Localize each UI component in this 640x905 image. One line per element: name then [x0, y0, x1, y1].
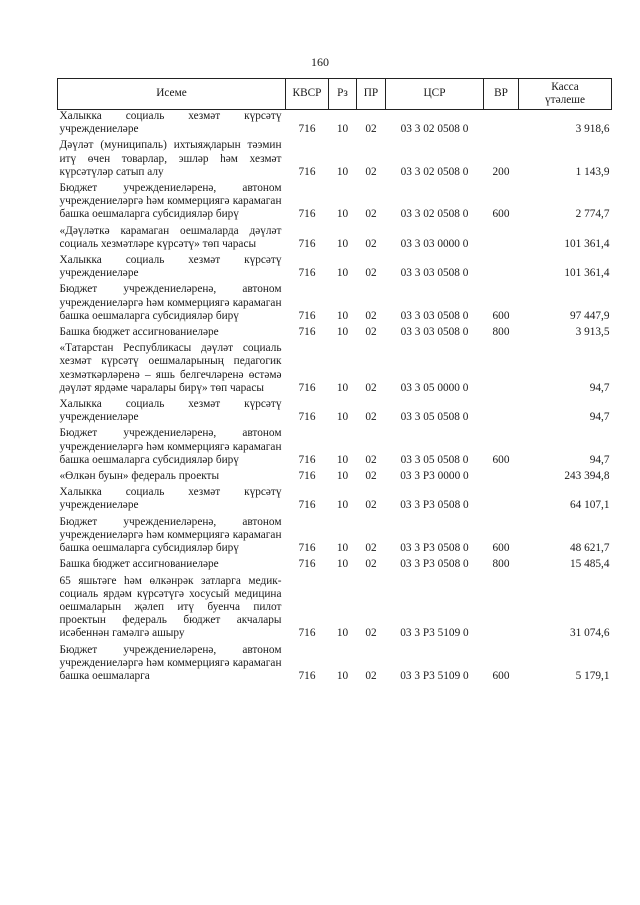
row-sum: 243 394,8 — [564, 470, 610, 483]
table-row — [58, 179, 612, 222]
row-sum: 101 361,4 — [564, 267, 610, 280]
row-sum: 3 913,5 — [575, 326, 610, 339]
row-kvsr: 716 — [298, 627, 316, 640]
table-row — [58, 222, 612, 251]
row-vr — [484, 222, 519, 251]
row-kvsr: 716 — [298, 470, 316, 483]
row-rz: 10 — [336, 669, 349, 682]
row-rz: 10 — [336, 411, 349, 424]
row-kvsr: 716 — [298, 669, 316, 682]
row-rz: 10 — [336, 558, 349, 571]
row-vr: 600 — [492, 309, 510, 322]
row-csr: 03 3 05 0000 0 — [400, 381, 469, 394]
row-kvsr: 716 — [298, 558, 316, 571]
header-vr: ВР — [484, 79, 519, 110]
row-rz: 10 — [336, 542, 349, 555]
row-name: Халыкка социаль хезмәт күрсәтү учреждениеләре — [59, 110, 282, 136]
row-pr: 02 — [365, 165, 377, 178]
row-vr: 600 — [492, 669, 510, 682]
row-rz: 10 — [336, 381, 349, 394]
row-vr — [484, 572, 519, 641]
row-kvsr: 716 — [298, 165, 316, 178]
row-kvsr: 716 — [298, 542, 316, 555]
row-pr: 02 — [365, 123, 377, 136]
row-sum: 97 447,9 — [569, 309, 610, 322]
row-pr: 02 — [365, 542, 377, 555]
table-row — [58, 110, 612, 137]
row-vr: 600 — [492, 542, 510, 555]
row-kvsr: 716 — [298, 453, 316, 466]
page-number: 160 — [311, 55, 329, 69]
row-sum: 101 361,4 — [564, 237, 610, 250]
row-csr: 03 3 P3 0000 0 — [400, 470, 469, 483]
row-rz: 10 — [336, 208, 349, 221]
row-pr: 02 — [365, 669, 377, 682]
row-pr: 02 — [365, 470, 377, 483]
row-vr — [484, 339, 519, 395]
budget-table — [57, 78, 612, 683]
row-vr: 800 — [492, 558, 510, 571]
row-name: Бюджет учреждениеләренә, автоном учреждениеләргә һәм коммерциягә карамаган башка оешмаларга субсидияләр бирү — [59, 515, 282, 555]
row-pr: 02 — [365, 309, 377, 322]
row-pr: 02 — [365, 267, 377, 280]
row-csr: 03 3 02 0508 0 — [400, 123, 469, 136]
row-rz: 10 — [336, 165, 349, 178]
header-sum — [519, 79, 612, 110]
row-rz: 10 — [336, 470, 349, 483]
row-csr: 03 3 03 0508 0 — [400, 309, 469, 322]
row-name: «Дәүләткә карамаган оешмаларда дәүләт социаль хезмәтләре күрсәтү» төп чарасы — [59, 224, 282, 250]
row-vr: 200 — [492, 165, 510, 178]
header-name: Исеме — [58, 79, 286, 110]
table-row — [58, 641, 612, 684]
header-pr: ПР — [357, 79, 386, 110]
row-csr: 03 3 P3 0508 0 — [400, 542, 469, 555]
row-name: Халыкка социаль хезмәт күрсәтү учреждениеләре — [59, 486, 282, 512]
row-name: Халыкка социаль хезмәт күрсәтү учреждениеләре — [59, 254, 282, 280]
row-vr — [484, 110, 519, 137]
row-name: Бюджет учреждениеләренә, автоном учреждениеләргә һәм коммерциягә карамаган башка оешмаларга субсидияләр бирү — [59, 283, 282, 322]
row-name: Башка бюджет ассигнованиеләре — [59, 326, 219, 339]
row-pr: 02 — [365, 558, 377, 571]
table-row — [58, 251, 612, 280]
row-kvsr: 716 — [298, 123, 316, 136]
table-row — [58, 424, 612, 467]
row-sum: 5 179,1 — [575, 669, 610, 682]
header-kvsr: КВСР — [286, 79, 329, 110]
table-row — [58, 483, 612, 512]
row-name: Бюджет учреждениеләренә, автоном учреждениеләргә һәм коммерциягә карамаган башка оешмаларга — [59, 643, 282, 682]
table-row — [58, 323, 612, 339]
row-pr: 02 — [365, 208, 377, 221]
table-row — [58, 467, 612, 483]
row-pr: 02 — [365, 381, 377, 394]
row-name: Башка бюджет ассигнованиеләре — [59, 558, 219, 571]
row-kvsr: 716 — [298, 326, 316, 339]
row-pr: 02 — [365, 237, 377, 250]
row-pr: 02 — [365, 411, 377, 424]
table-row — [58, 136, 612, 179]
row-vr: 600 — [492, 208, 510, 221]
row-pr: 02 — [365, 499, 377, 512]
row-rz: 10 — [336, 123, 349, 136]
row-sum: 94,7 — [589, 411, 610, 424]
row-vr — [484, 467, 519, 483]
row-kvsr: 716 — [298, 381, 316, 394]
table-row — [58, 555, 612, 571]
row-sum: 94,7 — [589, 381, 610, 394]
row-vr: 800 — [492, 326, 510, 339]
row-csr: 03 3 03 0000 0 — [400, 237, 469, 250]
row-sum: 1 143,9 — [575, 165, 610, 178]
row-name: Бюджет учреждениеләренә, автоном учреждениеләргә һәм коммерциягә карамаган башка оешмаларга субсидияләр бирү — [59, 182, 282, 221]
table-row — [58, 513, 612, 556]
row-csr: 03 3 05 0508 0 — [400, 453, 469, 466]
row-name: Дәүләт (муниципаль) ихтыяҗларын тәэмин итү өчен товарлар, эшләр һәм хезмәт күрсәтүләр сатып алу — [59, 139, 282, 178]
row-rz: 10 — [336, 309, 349, 322]
row-vr — [484, 251, 519, 280]
header-sum-line2: үтәлеше — [545, 94, 585, 106]
row-csr: 03 3 P3 5109 0 — [400, 627, 469, 640]
row-csr: 03 3 P3 0508 0 — [400, 558, 469, 571]
row-sum: 31 074,6 — [569, 627, 610, 640]
row-name: Бюджет учреждениеләренә, автоном учреждениеләргә һәм коммерциягә карамаган башка оешмаларга субсидияләр бирү — [59, 427, 282, 466]
table-row — [58, 339, 612, 395]
row-pr: 02 — [365, 627, 377, 640]
row-vr — [484, 483, 519, 512]
row-pr: 02 — [365, 326, 377, 339]
table-row — [58, 395, 612, 424]
row-vr: 600 — [492, 453, 510, 466]
row-kvsr: 716 — [298, 411, 316, 424]
table-body — [58, 110, 612, 684]
row-name: «Татарстан Республикасы дәүләт социаль хезмәт күрсәтү оешмаларының педагогик хезмәткәрләренә – яшь белгечләренә өстәмә дәүләт ярдәме чаралары бирү» төп чарасы — [59, 342, 282, 394]
row-rz: 10 — [336, 499, 349, 512]
row-vr — [484, 395, 519, 424]
row-csr: 03 3 02 0508 0 — [400, 165, 469, 178]
header-csr: ЦСР — [386, 79, 484, 110]
row-kvsr: 716 — [298, 237, 316, 250]
row-csr: 03 3 P3 0508 0 — [400, 499, 469, 512]
row-name: 65 яшьтәге һәм өлкәнрәк затларга медик-социаль ярдәм күрсәтүгә хосусый медицина оешмаларын җәлеп итү буенча пилот проектын федераль бюджет акчалары исәбеннән гамәлгә ашыру — [59, 574, 282, 640]
row-kvsr: 716 — [298, 499, 316, 512]
row-csr: 03 3 02 0508 0 — [400, 208, 469, 221]
table-row — [58, 572, 612, 641]
row-sum: 15 485,4 — [569, 558, 610, 571]
row-csr: 03 3 P3 5109 0 — [400, 669, 469, 682]
row-sum: 2 774,7 — [575, 208, 610, 221]
row-rz: 10 — [336, 326, 349, 339]
row-kvsr: 716 — [298, 267, 316, 280]
row-name: «Өлкән буын» федераль проекты — [59, 470, 220, 483]
row-kvsr: 716 — [298, 208, 316, 221]
row-sum: 3 918,6 — [575, 123, 610, 136]
table-row — [58, 280, 612, 323]
row-rz: 10 — [336, 237, 349, 250]
row-sum: 94,7 — [589, 453, 610, 466]
row-pr: 02 — [365, 453, 377, 466]
row-csr: 03 3 05 0508 0 — [400, 411, 469, 424]
row-rz: 10 — [336, 267, 349, 280]
header-rz: Рз — [329, 79, 357, 110]
row-kvsr: 716 — [298, 309, 316, 322]
row-csr: 03 3 03 0508 0 — [400, 267, 469, 280]
row-sum: 48 621,7 — [569, 542, 610, 555]
row-name: Халыкка социаль хезмәт күрсәтү учреждениеләре — [59, 398, 282, 424]
row-sum: 64 107,1 — [569, 499, 610, 512]
row-rz: 10 — [336, 627, 349, 640]
row-rz: 10 — [336, 453, 349, 466]
header-sum-line1: Касса — [551, 81, 579, 93]
table-header-row — [58, 79, 612, 110]
row-csr: 03 3 03 0508 0 — [400, 326, 469, 339]
